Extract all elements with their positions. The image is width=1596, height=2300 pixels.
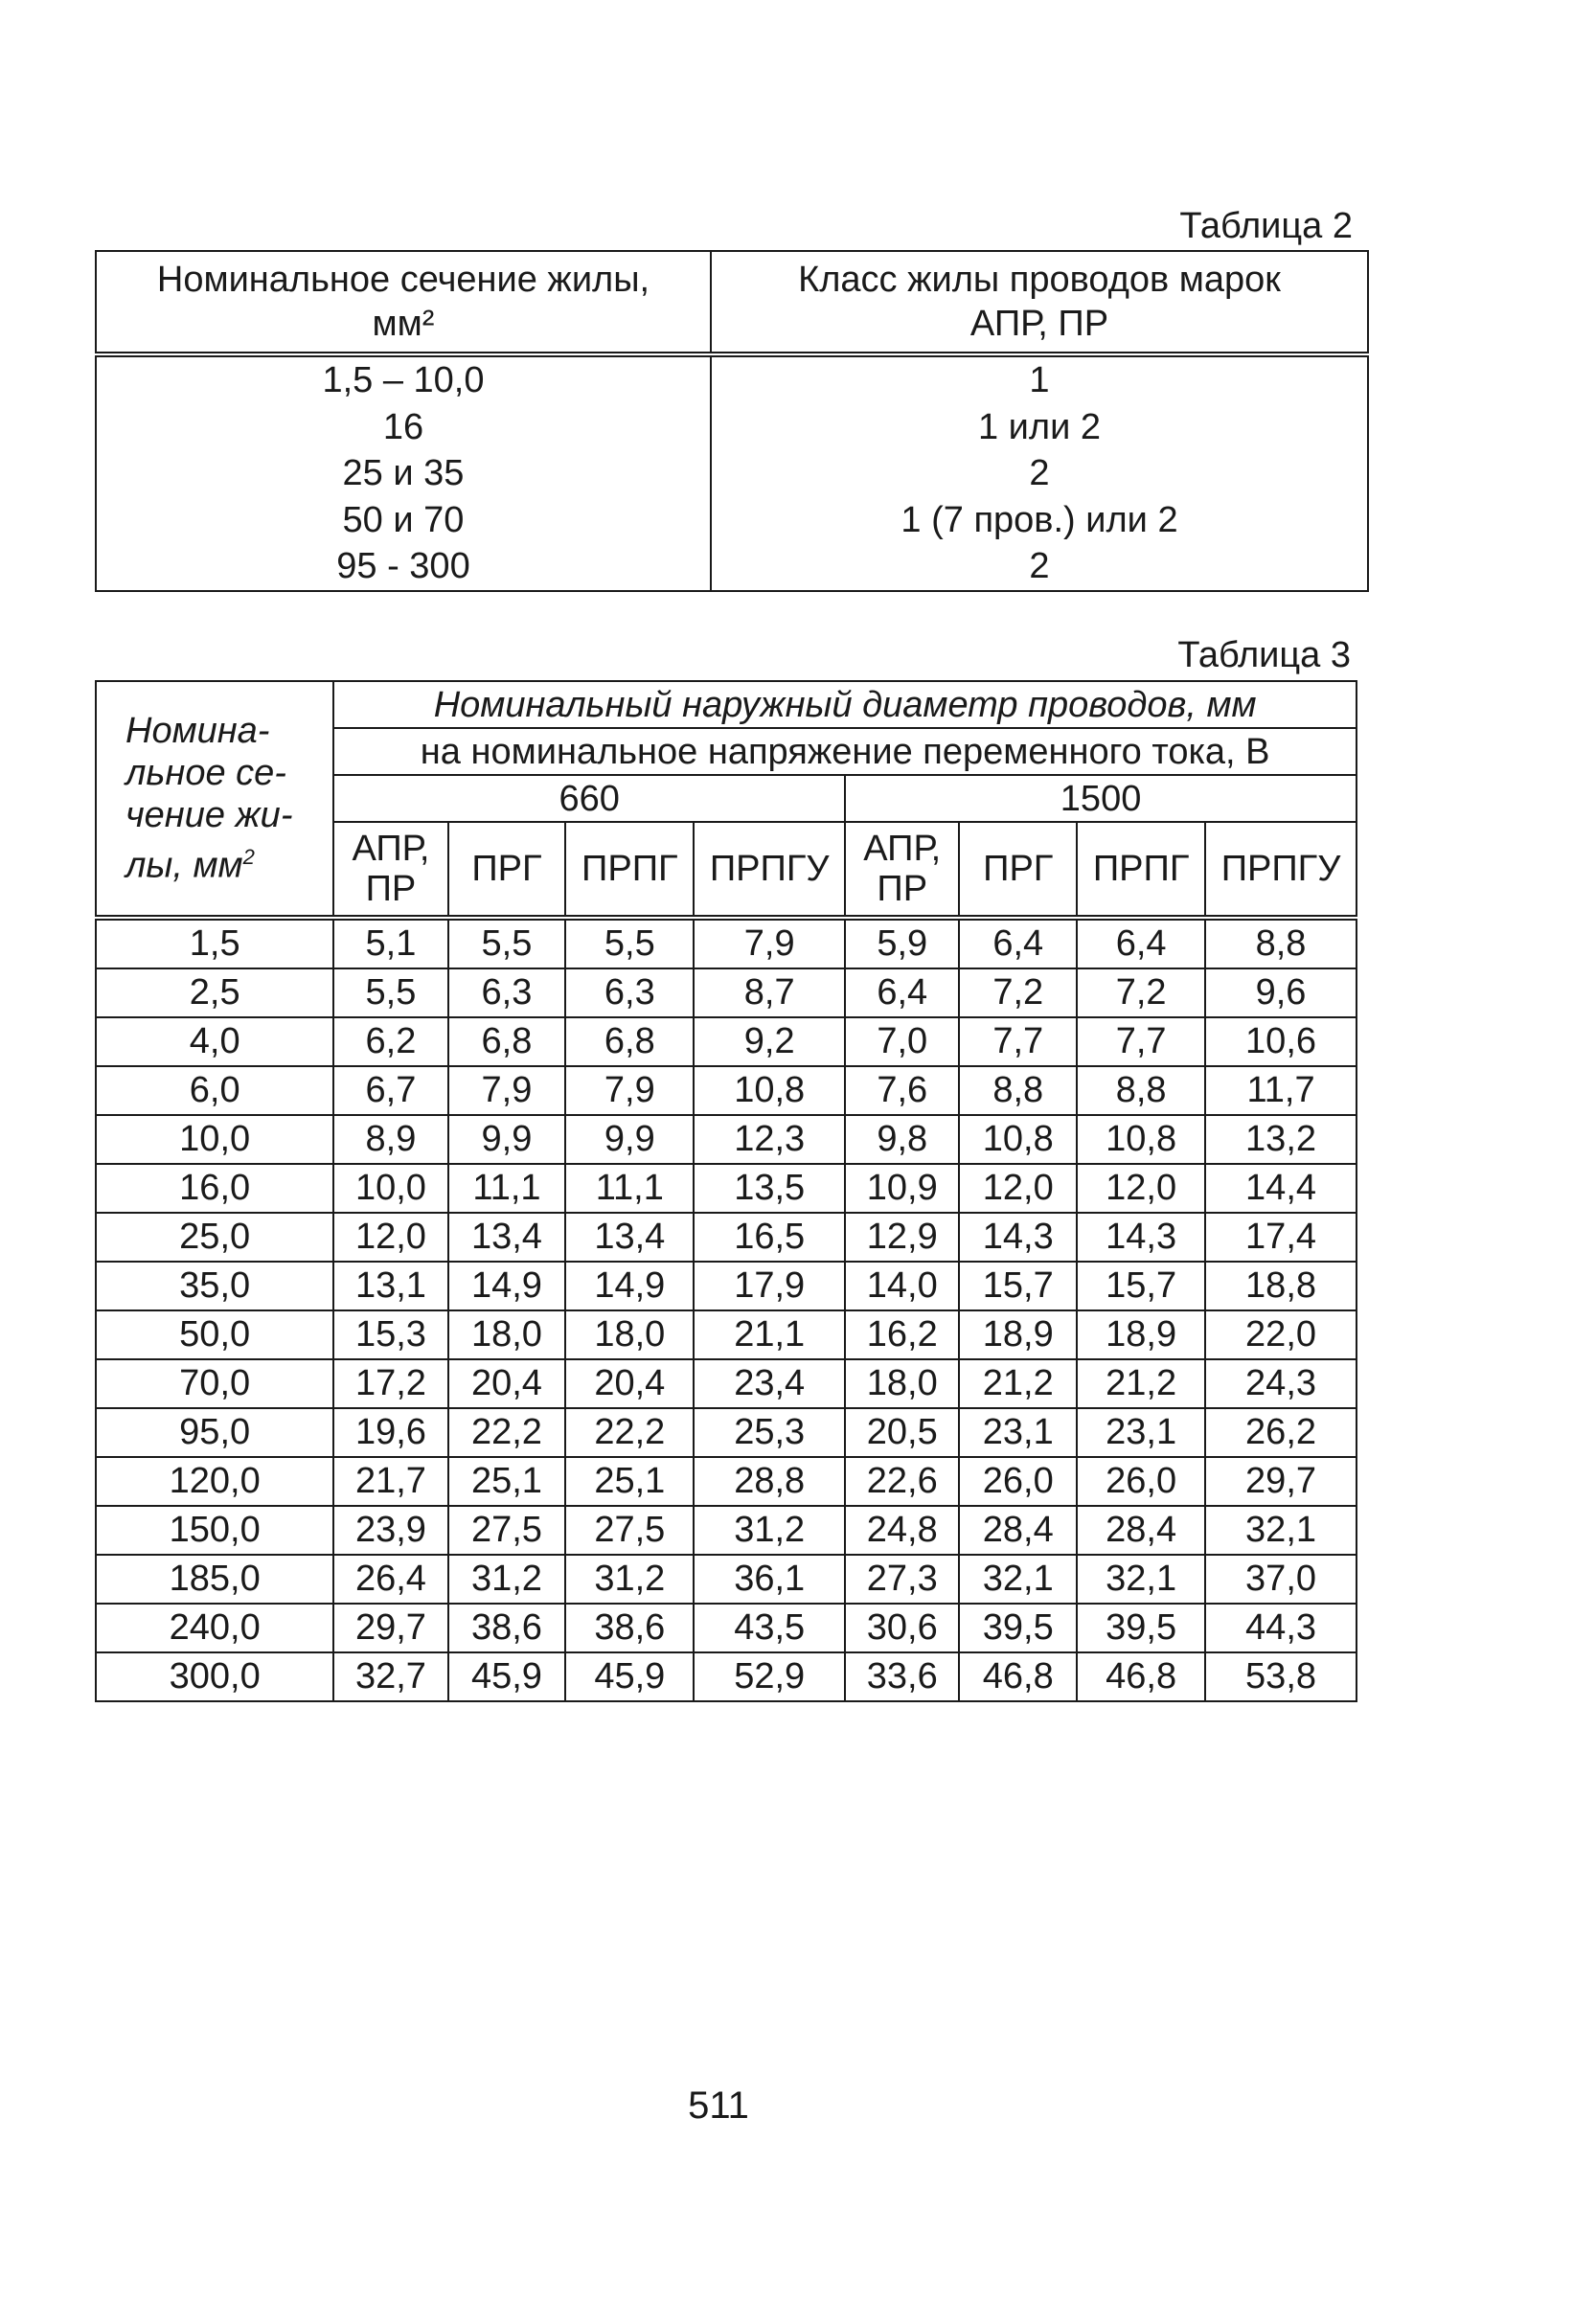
table2-header-section-line2: мм²: [372, 304, 435, 344]
table3-row: [96, 1066, 1357, 1115]
table3-brand-name: ПРГ: [983, 849, 1054, 889]
table3-value-cell: 21,2: [1077, 1359, 1205, 1408]
table3-value-cell: 22,2: [448, 1408, 566, 1457]
table3-value-cell: 46,8: [1077, 1652, 1205, 1701]
table3-value-cell: 32,1: [1205, 1506, 1357, 1555]
table2-cell-section: [96, 404, 711, 451]
table3-rowhead: [96, 681, 333, 918]
table3-value-cell: 19,6: [333, 1408, 447, 1457]
table2-cell-section: [96, 497, 711, 544]
table3-rowhead-line4: [125, 836, 332, 887]
table3-value-cell: 10,8: [694, 1066, 845, 1115]
table3-brand-header: [694, 822, 845, 918]
table2-row: [96, 450, 1368, 497]
table3-value-cell: 13,1: [333, 1262, 447, 1310]
table2-cell-section: [96, 543, 711, 591]
table3-value-cell: 12,3: [694, 1115, 845, 1164]
table3-brand-header: [333, 822, 447, 918]
table2-cell-class: [711, 354, 1368, 404]
table3-row: [96, 1555, 1357, 1604]
table3-value-cell: 7,2: [959, 968, 1077, 1017]
table3-section-cell: 4,0: [96, 1017, 333, 1066]
table3-value-cell: 15,3: [333, 1310, 447, 1359]
table2-cell-class: [711, 450, 1368, 497]
table3-value-cell: 32,7: [333, 1652, 447, 1701]
table3-brand-name-line2: ПР: [365, 869, 417, 909]
table3-value-cell: 9,6: [1205, 968, 1357, 1017]
table3-body: [96, 918, 1357, 1701]
table3-value-cell: 29,7: [333, 1604, 447, 1652]
table3-value-cell: 32,1: [1077, 1555, 1205, 1604]
table2-cell-text: 1 или 2: [977, 406, 1101, 447]
table3-value-cell: 24,3: [1205, 1359, 1357, 1408]
table3-value-cell: 8,7: [694, 968, 845, 1017]
table3-row: [96, 1604, 1357, 1652]
table2-cell-section: [96, 450, 711, 497]
table3-value-cell: 9,9: [565, 1115, 694, 1164]
table3-brand-header: [565, 822, 694, 918]
table3-value-cell: 27,3: [845, 1555, 959, 1604]
table3-row: [96, 1457, 1357, 1506]
table3-value-cell: 31,2: [565, 1555, 694, 1604]
table3-value-cell: 36,1: [694, 1555, 845, 1604]
table-2: [95, 250, 1369, 592]
table3-brand-header: [959, 822, 1077, 918]
table3-row: [96, 918, 1357, 968]
table3-brand-name: ПРГ: [471, 849, 542, 889]
table3-value-cell: 10,8: [959, 1115, 1077, 1164]
table2-row: [96, 354, 1368, 404]
table3-brand-name: АПР,: [863, 829, 942, 869]
table3-section-cell: 120,0: [96, 1457, 333, 1506]
table3-value-cell: 10,8: [1077, 1115, 1205, 1164]
table2-cell-text: 2: [1029, 453, 1050, 493]
table2-body: [96, 354, 1368, 591]
table3-value-cell: 17,9: [694, 1262, 845, 1310]
table3-value-cell: 7,9: [694, 918, 845, 968]
table3-value-cell: 13,5: [694, 1164, 845, 1213]
table3-value-cell: 39,5: [959, 1604, 1077, 1652]
table3-value-cell: 6,3: [565, 968, 694, 1017]
table3-rowhead-unit: лы, мм: [125, 845, 243, 886]
table3-value-cell: 9,2: [694, 1017, 845, 1066]
table3-value-cell: 17,2: [333, 1359, 447, 1408]
table3-brand-name: ПРПГ: [1092, 849, 1190, 889]
table3-title-2: на номинальное напряжение переменного тока, В: [333, 728, 1357, 775]
table2-header-class-line1: Класс жилы проводов марок: [798, 260, 1281, 300]
table3-value-cell: 52,9: [694, 1652, 845, 1701]
table3-value-cell: 45,9: [448, 1652, 566, 1701]
table3-section-cell: 1,5: [96, 918, 333, 968]
table3-brand-name: АПР,: [352, 829, 430, 869]
table3-title-1: Номинальный наружный диаметр проводов, мм: [333, 681, 1357, 728]
table3-value-cell: 16,5: [694, 1213, 845, 1262]
table3-value-cell: 7,2: [1077, 968, 1205, 1017]
table3-value-cell: 5,5: [565, 918, 694, 968]
table3-value-cell: 12,0: [1077, 1164, 1205, 1213]
table3-value-cell: 13,4: [448, 1213, 566, 1262]
table3-value-cell: 6,4: [845, 968, 959, 1017]
table3-value-cell: 22,2: [565, 1408, 694, 1457]
table3-value-cell: 44,3: [1205, 1604, 1357, 1652]
table3-value-cell: 21,1: [694, 1310, 845, 1359]
table3-value-cell: 31,2: [694, 1506, 845, 1555]
table2-header-section-line1: Номинальное сечение жилы,: [156, 260, 650, 300]
table3-value-cell: 16,2: [845, 1310, 959, 1359]
table3-value-cell: 53,8: [1205, 1652, 1357, 1701]
table3-value-cell: 21,2: [959, 1359, 1077, 1408]
table3-value-cell: 26,0: [1077, 1457, 1205, 1506]
table3-value-cell: 33,6: [845, 1652, 959, 1701]
table3-value-cell: 9,9: [448, 1115, 566, 1164]
table3-value-cell: 18,0: [565, 1310, 694, 1359]
table3-value-cell: 23,1: [959, 1408, 1077, 1457]
table3-value-cell: 12,9: [845, 1213, 959, 1262]
table3-value-cell: 29,7: [1205, 1457, 1357, 1506]
table3-brand-header: [448, 822, 566, 918]
table3-voltage-660: 660: [333, 775, 845, 822]
table3-header-row-1: [96, 681, 1357, 728]
table3-value-cell: 26,4: [333, 1555, 447, 1604]
table3-section-cell: 35,0: [96, 1262, 333, 1310]
table3-value-cell: 6,7: [333, 1066, 447, 1115]
table3-row: [96, 968, 1357, 1017]
table3-brand-name-line2: ПР: [877, 869, 928, 909]
table3-value-cell: 10,0: [333, 1164, 447, 1213]
table3-value-cell: 32,1: [959, 1555, 1077, 1604]
table3-value-cell: 21,7: [333, 1457, 447, 1506]
table3-value-cell: 14,9: [448, 1262, 566, 1310]
table3-value-cell: 8,8: [1077, 1066, 1205, 1115]
table3-value-cell: 5,5: [333, 968, 447, 1017]
table3-value-cell: 26,0: [959, 1457, 1077, 1506]
table3-value-cell: 45,9: [565, 1652, 694, 1701]
table3-rowhead-line2: льное се-: [125, 753, 286, 794]
table3-value-cell: 10,6: [1205, 1017, 1357, 1066]
table3-brand-header: [1205, 822, 1357, 918]
table3-value-cell: 7,9: [448, 1066, 566, 1115]
table2-header-class-line2: АПР, ПР: [969, 304, 1109, 344]
table3-row: [96, 1017, 1357, 1066]
table3-value-cell: 11,7: [1205, 1066, 1357, 1115]
page-number: 511: [688, 2084, 749, 2127]
table3-value-cell: 25,1: [565, 1457, 694, 1506]
table3-value-cell: 18,0: [845, 1359, 959, 1408]
table3-value-cell: 23,1: [1077, 1408, 1205, 1457]
table3-value-cell: 23,9: [333, 1506, 447, 1555]
table3-brand-name: ПРПГУ: [1220, 849, 1341, 889]
table3-value-cell: 11,1: [565, 1164, 694, 1213]
table2-cell-text: 25 и 35: [342, 453, 465, 493]
table3-value-cell: 17,4: [1205, 1213, 1357, 1262]
table3-value-cell: 20,4: [565, 1359, 694, 1408]
table3-value-cell: 6,3: [448, 968, 566, 1017]
table3-section-cell: 185,0: [96, 1555, 333, 1604]
table3-value-cell: 25,3: [694, 1408, 845, 1457]
table3-section-cell: 2,5: [96, 968, 333, 1017]
table3-value-cell: 14,9: [565, 1262, 694, 1310]
table3-value-cell: 6,4: [959, 918, 1077, 968]
table3-brand-header: [1077, 822, 1205, 918]
table3-value-cell: 18,0: [448, 1310, 566, 1359]
table3-value-cell: 9,8: [845, 1115, 959, 1164]
table3-value-cell: 7,0: [845, 1017, 959, 1066]
table3-row: [96, 1652, 1357, 1701]
table3-value-cell: 8,9: [333, 1115, 447, 1164]
table3-value-cell: 12,0: [333, 1213, 447, 1262]
table3-section-cell: 240,0: [96, 1604, 333, 1652]
table3-row: [96, 1359, 1357, 1408]
table3-row: [96, 1262, 1357, 1310]
table3-rowhead-line3: чение жи-: [125, 795, 293, 836]
table3-value-cell: 14,4: [1205, 1164, 1357, 1213]
table3-value-cell: 14,3: [1077, 1213, 1205, 1262]
table3-value-cell: 6,2: [333, 1017, 447, 1066]
table3-value-cell: 20,5: [845, 1408, 959, 1457]
table3-value-cell: 10,9: [845, 1164, 959, 1213]
table2-row: [96, 497, 1368, 544]
table3-brand-name: ПРПГ: [581, 849, 678, 889]
table3-value-cell: 15,7: [1077, 1262, 1205, 1310]
table3-value-cell: 28,8: [694, 1457, 845, 1506]
table3-voltage-1500: 1500: [845, 775, 1357, 822]
table3-value-cell: 18,9: [1077, 1310, 1205, 1359]
table-3: [95, 680, 1357, 1702]
table3-value-cell: 7,7: [1077, 1017, 1205, 1066]
table3-value-cell: 11,1: [448, 1164, 566, 1213]
table3-row: [96, 1506, 1357, 1555]
table2-cell-text: 50 и 70: [342, 499, 465, 540]
table3-value-cell: 39,5: [1077, 1604, 1205, 1652]
table3-value-cell: 8,8: [959, 1066, 1077, 1115]
table3-value-cell: 28,4: [1077, 1506, 1205, 1555]
table3-value-cell: 24,8: [845, 1506, 959, 1555]
table3-section-cell: 70,0: [96, 1359, 333, 1408]
table2-row: [96, 543, 1368, 591]
table3-value-cell: 13,4: [565, 1213, 694, 1262]
table3-brand-header: [845, 822, 959, 918]
table3-value-cell: 15,7: [959, 1262, 1077, 1310]
table2-cell-class: [711, 404, 1368, 451]
table2-cell-section: [96, 354, 711, 404]
table2-cell-text: 16: [382, 406, 424, 447]
table3-value-cell: 7,9: [565, 1066, 694, 1115]
table3-row: [96, 1408, 1357, 1457]
table3-section-cell: 50,0: [96, 1310, 333, 1359]
table3-value-cell: 22,6: [845, 1457, 959, 1506]
table3-value-cell: 38,6: [448, 1604, 566, 1652]
table3-value-cell: 22,0: [1205, 1310, 1357, 1359]
table3-value-cell: 38,6: [565, 1604, 694, 1652]
table3-value-cell: 18,8: [1205, 1262, 1357, 1310]
table2-cell-text: 2: [1029, 546, 1050, 586]
table3-value-cell: 27,5: [448, 1506, 566, 1555]
table2-cell-text: 1: [1029, 360, 1050, 400]
table2-header-row: [96, 251, 1368, 354]
table3-row: [96, 1310, 1357, 1359]
table3-rowhead-line1: Номина-: [125, 711, 270, 752]
table3-section-cell: 300,0: [96, 1652, 333, 1701]
table2-row: [96, 404, 1368, 451]
table3-value-cell: 14,0: [845, 1262, 959, 1310]
table3-value-cell: 27,5: [565, 1506, 694, 1555]
table2-header-section: [96, 251, 711, 354]
table3-value-cell: 5,9: [845, 918, 959, 968]
table3-value-cell: 14,3: [959, 1213, 1077, 1262]
table3-value-cell: 37,0: [1205, 1555, 1357, 1604]
table3-value-cell: 43,5: [694, 1604, 845, 1652]
table3-value-cell: 26,2: [1205, 1408, 1357, 1457]
table3-value-cell: 31,2: [448, 1555, 566, 1604]
table3-row: [96, 1213, 1357, 1262]
table3-value-cell: 28,4: [959, 1506, 1077, 1555]
table3-section-cell: 25,0: [96, 1213, 333, 1262]
table3-value-cell: 18,9: [959, 1310, 1077, 1359]
table3-value-cell: 20,4: [448, 1359, 566, 1408]
table3-value-cell: 30,6: [845, 1604, 959, 1652]
table3-caption: Таблица 3: [1177, 635, 1351, 675]
table3-section-cell: 150,0: [96, 1506, 333, 1555]
table2-cell-class: [711, 497, 1368, 544]
table3-value-cell: 7,6: [845, 1066, 959, 1115]
table3-row: [96, 1115, 1357, 1164]
table2-header-class: [711, 251, 1368, 354]
table3-brand-name: ПРПГУ: [709, 849, 830, 889]
table3-value-cell: 7,7: [959, 1017, 1077, 1066]
table3-section-cell: 95,0: [96, 1408, 333, 1457]
table3-value-cell: 5,5: [448, 918, 566, 968]
table3-value-cell: 6,4: [1077, 918, 1205, 968]
table2-caption: Таблица 2: [1179, 206, 1353, 246]
table3-value-cell: 6,8: [448, 1017, 566, 1066]
table3-value-cell: 23,4: [694, 1359, 845, 1408]
table2-cell-text: 1 (7 пров.) или 2: [901, 499, 1178, 540]
table3-rowhead-sup: 2: [242, 845, 255, 870]
table3-row: [96, 1164, 1357, 1213]
table3-value-cell: 46,8: [959, 1652, 1077, 1701]
table3-value-cell: 13,2: [1205, 1115, 1357, 1164]
table3-section-cell: 16,0: [96, 1164, 333, 1213]
table2-cell-text: 1,5 – 10,0: [322, 360, 485, 400]
table3-value-cell: 25,1: [448, 1457, 566, 1506]
table3-value-cell: 8,8: [1205, 918, 1357, 968]
table3-section-cell: 6,0: [96, 1066, 333, 1115]
table3-value-cell: 6,8: [565, 1017, 694, 1066]
table2-cell-class: [711, 543, 1368, 591]
table2-cell-text: 95 - 300: [336, 546, 470, 586]
table3-value-cell: 5,1: [333, 918, 447, 968]
table3-section-cell: 10,0: [96, 1115, 333, 1164]
table3-value-cell: 12,0: [959, 1164, 1077, 1213]
